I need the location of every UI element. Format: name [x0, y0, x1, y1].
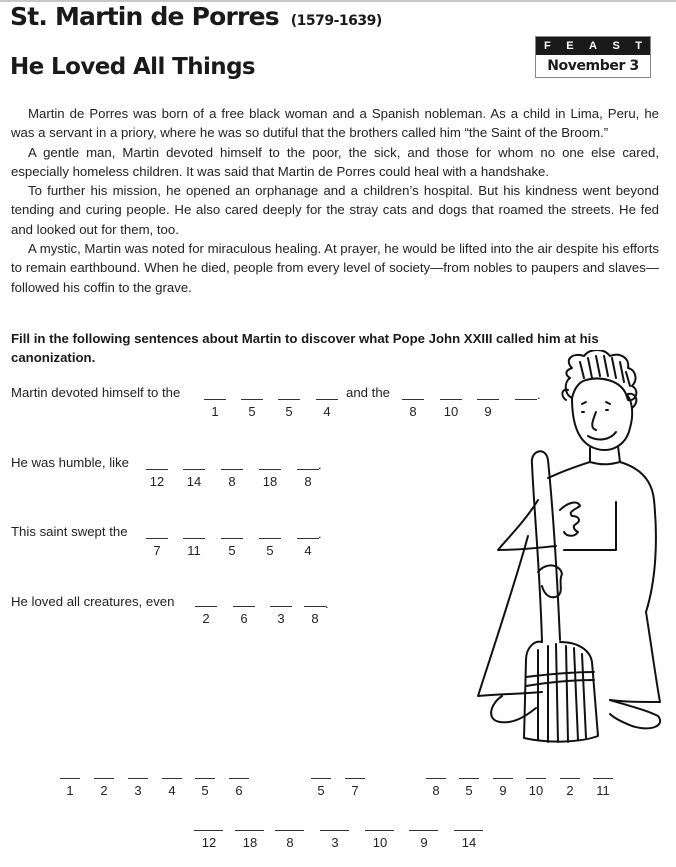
feast-label [536, 37, 650, 55]
feast-letter: T [635, 40, 642, 52]
blank-number: 5 [285, 404, 293, 419]
answer-blank[interactable] [593, 778, 613, 779]
paragraph: Martin de Porres was born of a free black woman and a Spanish nobleman. As a child in Lima, Peru, he was a servant in a priory, where he was so dutiful that the brothers called him “the Saint of the Broom.” [11, 106, 659, 141]
answer-blank[interactable] [221, 538, 243, 539]
blank-number: 2 [566, 783, 574, 798]
blank-number: 7 [351, 783, 359, 798]
answer-blank[interactable] [409, 830, 438, 831]
answer-blank[interactable] [241, 399, 263, 400]
answer-blank[interactable] [259, 469, 281, 470]
blank-number: 9 [499, 783, 507, 798]
blank-number: 18 [262, 474, 278, 489]
period: . [318, 457, 322, 472]
answer-blank[interactable] [128, 778, 148, 779]
saint-with-broom-icon [460, 350, 676, 755]
title-dates: (1579-1639) [290, 13, 382, 29]
answer-blank[interactable] [183, 538, 205, 539]
feast-letter: F [544, 40, 551, 52]
blank-number: 8 [304, 474, 312, 489]
answer-blank[interactable] [526, 778, 546, 779]
title-text: St. Martin de Porres [10, 2, 279, 31]
answer-blank[interactable] [365, 830, 394, 831]
answer-blank[interactable] [459, 778, 479, 779]
blank-number: 6 [235, 783, 243, 798]
blank-number: 18 [242, 835, 258, 850]
period: . [537, 387, 541, 402]
blank-number: 11 [187, 543, 201, 558]
blank-number: 10 [372, 835, 388, 850]
blank-number: 11 [596, 783, 610, 798]
answer-blank[interactable] [297, 469, 319, 470]
period: . [325, 596, 329, 611]
puzzle-instructions: Fill in the following sentences about Martin to discover what Pope John XXIII called him at his canonization. [11, 331, 599, 365]
answer-blank[interactable] [440, 399, 462, 400]
blank-number: 5 [317, 783, 325, 798]
blank-number: 5 [266, 543, 274, 558]
paragraph: A gentle man, Martin devoted himself to the poor, the sick, and those for whom no one else cared, especially homeless children. It was said that Martin de Porres could heal with a handshake. [11, 144, 659, 179]
feast-letter: E [566, 40, 574, 52]
blank-number: 8 [311, 611, 319, 626]
blank-number: 5 [248, 404, 256, 419]
paragraph: To further his mission, he opened an orphanage and a children’s hospital. But his kindness went beyond tending and curing people. He also cared deeply for the stray cats and dogs that roamed the streets. He fed and looked out for them, too. [11, 183, 659, 237]
blank-number: 10 [528, 783, 544, 798]
answer-blank[interactable] [316, 399, 338, 400]
blank-number: 1 [66, 783, 74, 798]
blank-number: 8 [432, 783, 440, 798]
answer-blank[interactable] [402, 399, 424, 400]
blank-number: 5 [465, 783, 473, 798]
answer-blank[interactable] [278, 399, 300, 400]
answer-blank[interactable] [259, 538, 281, 539]
answer-blank[interactable] [146, 469, 168, 470]
answer-blank[interactable] [345, 778, 365, 779]
blank-number: 5 [201, 783, 209, 798]
blank-number: 8 [286, 835, 294, 850]
blank-number: 2 [202, 611, 210, 626]
answer-blank[interactable] [146, 538, 168, 539]
answer-blank[interactable] [233, 606, 255, 607]
blank-number: 7 [153, 543, 161, 558]
answer-blank[interactable] [195, 606, 217, 607]
answer-blank[interactable] [235, 830, 264, 831]
paragraph: A mystic, Martin was noted for miraculous healing. At prayer, he would be lifted into the air despite his efforts to remain earthbound. When he died, people from every level of society—from nobles to paupers and slaves—followed his coffin to the grave. [11, 241, 659, 295]
sentence-prompt: This saint swept the [11, 524, 128, 539]
answer-blank[interactable] [320, 830, 349, 831]
blank-number: 12 [149, 474, 165, 489]
blank-number: 2 [100, 783, 108, 798]
page-subtitle: He Loved All Things [10, 54, 256, 80]
blank-number: 12 [201, 835, 217, 850]
page-title [10, 2, 382, 31]
answer-blank[interactable] [311, 778, 331, 779]
answer-blank[interactable] [454, 830, 483, 831]
answer-blank[interactable] [560, 778, 580, 779]
blank-number: 4 [323, 404, 331, 419]
answer-blank[interactable] [229, 778, 249, 779]
answer-blank[interactable] [304, 606, 326, 607]
blank-number: 4 [304, 543, 312, 558]
sentence-prompt: Martin devoted himself to the [11, 385, 181, 400]
blank-number: 14 [461, 835, 477, 850]
answer-blank[interactable] [195, 778, 215, 779]
sentence-prompt: He loved all creatures, even [11, 594, 175, 609]
answer-blank[interactable] [275, 830, 304, 831]
answer-blank[interactable] [204, 399, 226, 400]
period: . [318, 526, 322, 541]
blank-number: 3 [277, 611, 285, 626]
blank-number: 3 [331, 835, 339, 850]
answer-blank[interactable] [194, 830, 223, 831]
sentence-prompt: He was humble, like [11, 455, 130, 470]
blank-number: 3 [134, 783, 142, 798]
answer-blank[interactable] [297, 538, 319, 539]
blank-number: 10 [443, 404, 459, 419]
answer-blank[interactable] [94, 778, 114, 779]
feast-date: November 3 [547, 58, 639, 74]
blank-number: 8 [409, 404, 417, 419]
answer-blank[interactable] [493, 778, 513, 779]
biography [11, 104, 659, 297]
feast-letter: A [589, 40, 597, 52]
feast-box [535, 36, 651, 78]
answer-blank[interactable] [183, 469, 205, 470]
blank-number: 9 [420, 835, 428, 850]
answer-blank[interactable] [426, 778, 446, 779]
blank-number: 14 [186, 474, 202, 489]
feast-letter: S [612, 40, 620, 52]
blank-number: 6 [240, 611, 248, 626]
answer-blank[interactable] [221, 469, 243, 470]
blank-number: 9 [484, 404, 492, 419]
sentence-connector: and the [346, 385, 390, 400]
blank-number: 4 [168, 783, 176, 798]
answer-blank[interactable] [60, 778, 80, 779]
blank-number: 8 [228, 474, 236, 489]
answer-blank[interactable] [162, 778, 182, 779]
blank-number: 1 [211, 404, 219, 419]
answer-blank[interactable] [270, 606, 292, 607]
blank-number: 5 [228, 543, 236, 558]
